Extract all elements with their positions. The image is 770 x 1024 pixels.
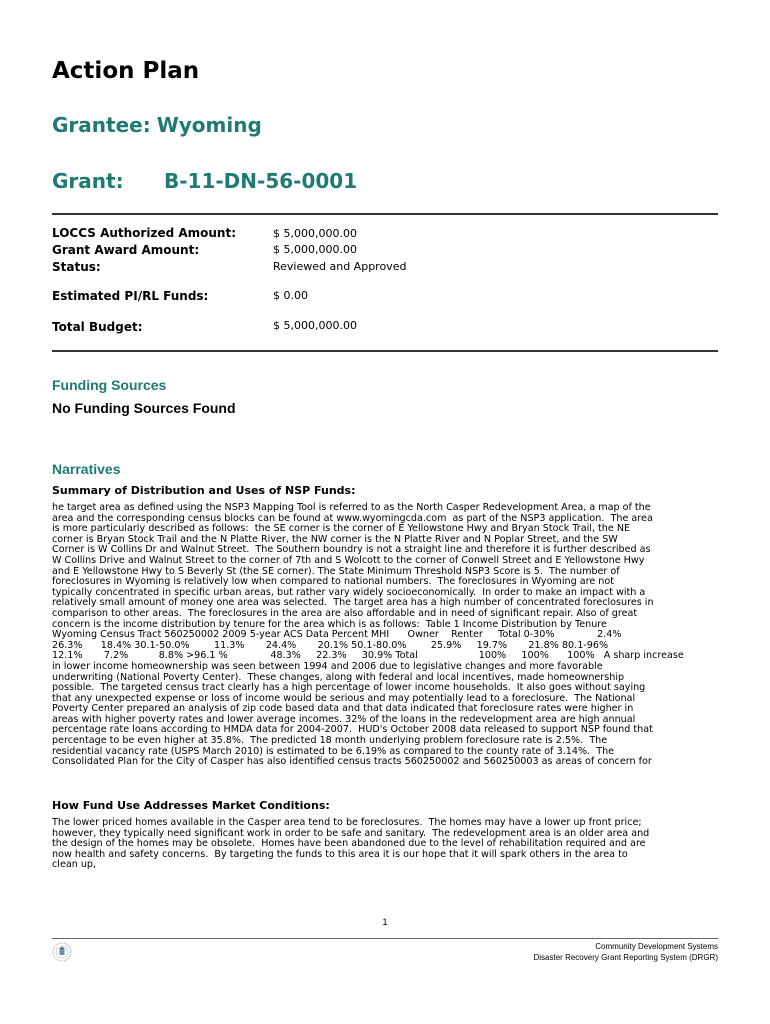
total-budget-label: Total Budget: bbox=[52, 320, 143, 334]
market-conditions-heading: How Fund Use Addresses Market Conditions: bbox=[52, 799, 330, 812]
grant-label: Grant: bbox=[52, 169, 124, 193]
loccs-value: $ 5,000,000.00 bbox=[273, 227, 357, 240]
header-divider bbox=[52, 213, 718, 215]
summary-distribution-heading: Summary of Distribution and Uses of NSP Funds: bbox=[52, 484, 356, 497]
grantee-label: Grantee: bbox=[52, 113, 151, 137]
grantee-line bbox=[52, 113, 262, 137]
summary-divider bbox=[52, 350, 718, 352]
grant-number: B-11-DN-56-0001 bbox=[164, 169, 358, 193]
market-conditions-text: The lower priced homes available in the Casper area tend to be foreclosures. The homes may have a lower up front price; however, they typically need significant work in order to be safe and sanitary. The redevelopment area is an older area and the design of the homes may be obsolete. Homes have been abandoned due to the level of rehabilitation required and are now health and safety concerns. By targeting the funds to this area it is our hope that it will spark others in the area to clean up, bbox=[52, 817, 650, 871]
footer-text bbox=[534, 941, 719, 963]
footer-divider bbox=[52, 938, 718, 939]
funding-sources-heading: Funding Sources bbox=[52, 377, 167, 393]
grant-line bbox=[52, 169, 358, 193]
page-number: 1 bbox=[382, 917, 388, 927]
grantee-value: Wyoming bbox=[156, 113, 262, 137]
loccs-label: LOCCS Authorized Amount: bbox=[52, 226, 237, 240]
status-value: Reviewed and Approved bbox=[273, 260, 407, 273]
status-label: Status: bbox=[52, 260, 101, 274]
footer-line-community-dev: Community Development Systems bbox=[595, 942, 718, 951]
no-funding-sources-text: No Funding Sources Found bbox=[52, 400, 236, 416]
summary-distribution-text: he target area as defined using the NSP3 Mapping Tool is referred to as the North Casper Redevelopment Area, a map of the area and the corresponding census blocks can be found at www.wyomingcda.com as part of the NSP3 application. The area is more particularly described as follows: the SE corner is the corner of E Yellowstone Hwy and Bryan Stock Trail, the NE corner is Bryan Stock Trail and the N Platte River, the NW corner is the N Platte River and N Poplar Street, and the SW Corner is W Collins Dr and Walnut Street. The Southern boundry is not a straight line and therefore it is further described as W Collins Drive and Walnut Street to the corner of 7th and S Wolcott to the corner of Conwell Street and E Yellowstone Hwy and E Yellowstone Hwy to S Beverly St (the SE corner). The State Minimum Threshold NSP3 Score is 5. The number of foreclosures in Wyoming is relatively low when compared to national numbers. The foreclosures in Wyoming are not typically concentrated in specific urban areas, but rather vary widely socioeconomically. In order to make an impact with a relatively small amount of money one area was selected. The target area has a high number of concentrated foreclosures in comparison to other areas. The foreclosures in the area are also affordable and in need of significant repair. Also of great concern is the income distribution by tenure for the area which is as follows: Table 1 Income Distribution by Tenure Wyoming Census Tract 560250002 2009 5-year ACS Data Percent MHI Owner Renter Total 0-30% 2.4% 26.3% 18.4% 30.1-50.0% 11.3% 24.4% 20.1% 50.1-80.0% 25.9% 19.7% 21.8% 80.1-96% 12.1% 7.2% 8.8% >96.1 % 48.3% 22.3% 30.9% Total 100% 100% 100% A sharp increase in lower income homeownership was seen between 1994 and 2006 due to legislative changes and more favorable underwriting (National Poverty Center). These changes, along with federal and local incentives, made homeownership possible. The targeted census tract clearly has a high percentage of lower income households. It also goes without saying that any unexpected expense or loss of income would be serious and may potentially lead to a foreclosure. The National Poverty Center prepared an analysis of zip code based data and that data indicated that foreclosure rates were higher in areas with higher poverty rates and lower average incomes. 32% of the loans in the redevelopment area are high annual percentage rate loans according to HMDA data for 2004-2007. HUD's October 2008 data released to support NSP found that percentage to be even higher at 35.8%. The predicted 18 month underlying problem foreclosure rate is 2.5%. The residential vacancy rate (USPS March 2010) is estimated to be 6.19% as compared to the county rate of 3.14%. The Consolidated Plan for the City of Casper has also identified census tracts 560250002 and 560250003 as areas of concern for bbox=[52, 502, 684, 768]
page-title: Action Plan bbox=[52, 58, 200, 84]
grant-award-value: $ 5,000,000.00 bbox=[273, 243, 357, 256]
footer-line-drgr: Disaster Recovery Grant Reporting System (DRGR) bbox=[533, 953, 718, 962]
pirl-funds-label: Estimated PI/RL Funds: bbox=[52, 289, 209, 303]
hud-seal-icon bbox=[52, 942, 72, 962]
grant-award-label: Grant Award Amount: bbox=[52, 243, 200, 257]
total-budget-value: $ 5,000,000.00 bbox=[273, 319, 357, 332]
pirl-funds-value: $ 0.00 bbox=[273, 289, 308, 302]
narratives-heading: Narratives bbox=[52, 461, 121, 477]
